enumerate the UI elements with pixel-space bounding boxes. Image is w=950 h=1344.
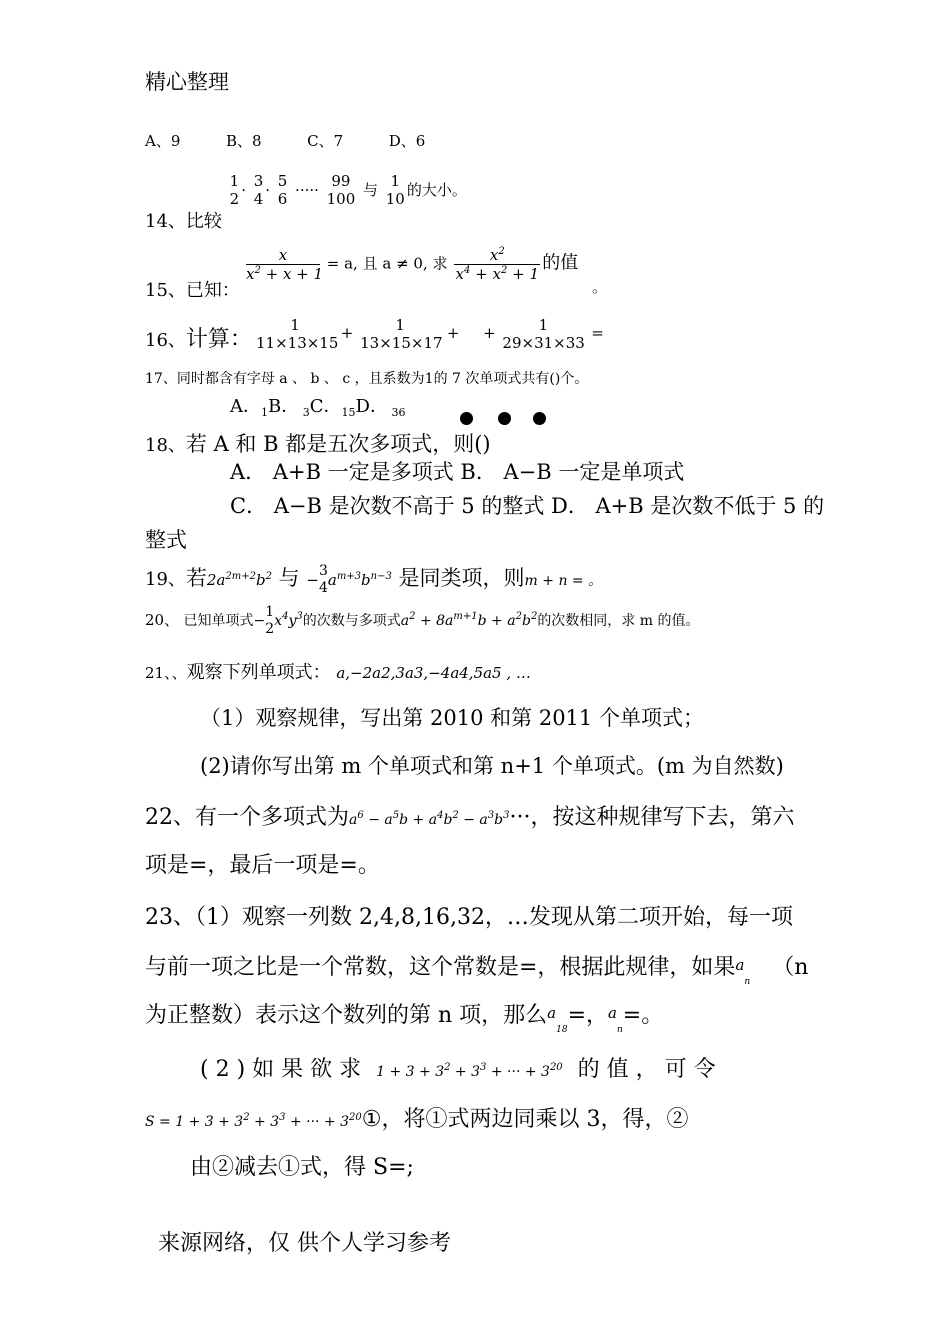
q18-number: 18、 [145,435,186,456]
q16-number: 16、 [145,330,186,351]
q16-lead: 计算： [185,327,252,352]
q19-end: m + n = 。 [524,573,603,589]
q21-sub-2: (2)请你写出第 m 个单项式和第 n+1 个单项式。(m 为自然数) [200,754,784,778]
q14-frac-3: 5 6 [277,172,288,208]
q14-frac-2: 3 4 [253,172,264,208]
page-footer: 来源网络，仅 供个人学习参考 [158,1231,451,1256]
q19-tail: 是同类项，则 [398,566,525,590]
q22-text-2: ，按这种规律写下去，第六 [530,805,795,830]
q18-continuation: 整式 [145,528,187,552]
q14-frac-4: 99 100 [326,172,356,208]
q17-options: A．$_1$B． $_3$C．$_{15}$D． $_{36}$ [230,396,406,419]
q23-line-1: 23、（1）观察一列数 2,4,8,16,32，…发现从第二项开始，每一项 [145,905,793,930]
q13-option-b: B、8 [225,132,262,150]
q14-number: 14、 [145,211,186,232]
q20-text-2: 的次数与多项式 [302,612,401,629]
q15-formula: $\frac{x}{x^2 + x + 1}$ = a, 且 a ≠ 0, 求 $\frac{x^2}{x^4 + x^2 + 1}$ 的值 [246,246,579,283]
q23-part-2-line-2: $S = 1 + 3 + 3^2 + 3^3$ + ··· + $3^{20}①$，将①式两边同乘以 3，得，② [145,1107,689,1132]
q19-number: 19、 [145,569,186,590]
q14-dots: ····· [295,181,319,199]
q22-text-1: 有一个多项式为 [195,805,350,830]
q23-line-2: 与前一项之比是一个常数，这个常数是=，根据此规律，如果$a_n(n$ [145,955,809,987]
q19-with: 与 [278,566,300,590]
decorative-dot [460,412,473,425]
q23-line-3: 为正整数）表示这个数列的第 n 项，那么$a_{18}=$，$a_n=$。 [145,1003,664,1035]
q15-end: 。 [592,278,608,296]
q14-tail: 的大小。 [406,181,467,199]
q23-part-2-tail: 的 值 ， 可 令 [577,1057,716,1082]
q13-options [145,130,425,151]
q18-options-ab: A． A+B 一定是多项式 B． A−B 一定是单项式 [230,460,685,484]
question-18 [145,428,491,458]
q20-number: 20、 [145,610,180,629]
decorative-dot [533,412,546,425]
question-22: 22、有一个多项式为$a^6 - a^5b + a^4b^2 - a^3b^3\cdot\cdot\cdot$，按这种规律写下去，第六 [145,805,795,830]
q21-number: 21、、 [145,664,187,682]
q21-text: 观察下列单项式： [186,662,331,683]
q22-number: 22、 [145,805,195,830]
q23-part-2-lead: ( 2 ) 如 果 欲 求 [200,1057,362,1082]
q17-text: 同时都含有字母 a 、 b 、 c ，且系数为1的 7 次单项式共有()个。 [176,371,589,387]
q23-part-2-line-3: 由②减去①式，得 S=; [190,1155,414,1180]
q19-lead: 若 [185,566,207,590]
q16-formula: 1 11×13×15 + 1 13×15×17 + + 1 29×31×33 = [256,316,604,352]
q21-sub-1: （1）观察规律，写出第 2010 和第 2011 个单项式； [200,706,704,730]
page-header: 精心整理 [145,70,229,94]
q13-option-c: C、7 [307,132,344,150]
question-21 [145,658,531,684]
question-20: 20、 已知单项式− 1 2 $x^4y^3$的次数与多项式$a^2 + 8a^{m+1}b + a^2b^2$的次数相同，求 m 的值。 [145,604,700,637]
q13-option-d: D、6 [388,132,426,150]
q15-tail: 的值 [542,252,579,274]
q14-frac-1: 1 2 [229,172,240,208]
q20-text-1: 已知单项式 [183,612,254,629]
question-19: 19、若$2a^{2m+2}b^2$ 与 − 3 4 $a^{m+3}b^{n-3}$ 是同类项，则m + n = 。 [145,562,603,596]
q17-number: 17、 [145,371,177,387]
q22-line-2: 项是=，最后一项是=。 [145,853,380,878]
q14-lead: 比较 [185,211,222,232]
question-14: 14、比较 1 2 · 3 4 · 5 6 ····· 99 100 与 1 10 的大小。 [145,172,467,232]
q15-condition: = a, 且 a ≠ 0, 求 [326,254,448,273]
q13-option-a: A、9 [145,132,181,150]
q20-text-3: 的次数相同，求 m 的值。 [537,612,700,629]
decorative-dot [498,412,511,425]
q23-part-2: ( 2 ) 如 果 欲 求 $1 + 3 + 3^2 + 3^3$ + ··· + $3^{20}$ 的 值 ， 可 令 [200,1057,716,1082]
q21-sequence: a,−2a2,3a3,−4a4,5a5 , … [336,664,531,682]
q18-text: 若 A 和 B 都是五次多项式，则() [185,432,491,456]
q14-frac-5: 1 10 [385,172,405,208]
q18-options-cd: C． A−B 是次数不高于 5 的整式 D． A+B 是次数不低于 5 的 [230,494,825,518]
q15-number: 15、已知： [145,280,240,301]
q14-with: 与 [363,181,379,199]
question-16 [145,322,252,353]
question-17 [145,368,588,388]
